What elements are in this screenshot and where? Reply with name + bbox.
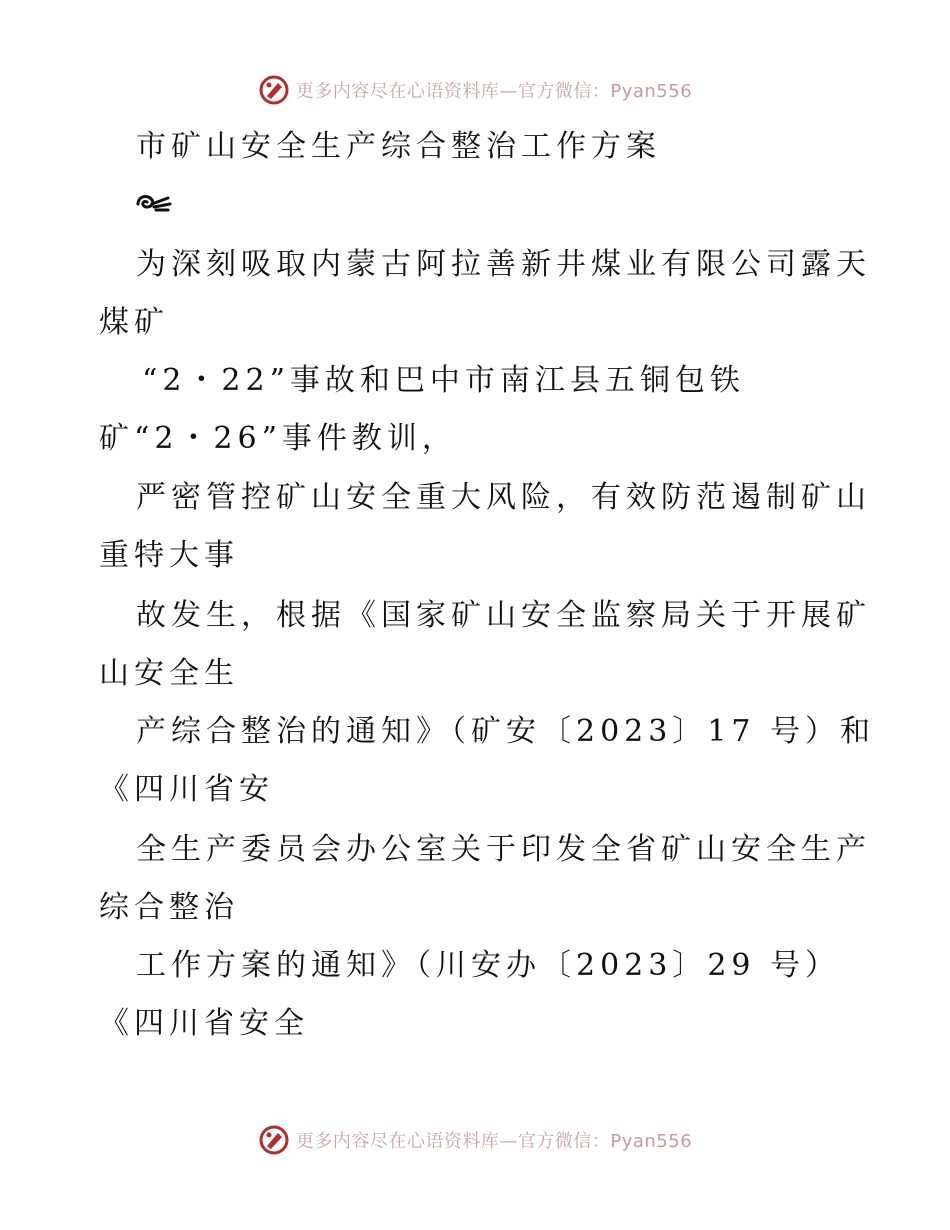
brand-logo-icon [258,74,290,106]
footer-watermark [0,1120,950,1160]
paragraph-line: 《四川省安全 [99,1006,309,1041]
paragraph-line: 山安全生 [99,656,239,691]
document-title: 市矿山安全生产综合整治工作方案 [136,129,661,164]
header-watermark [0,70,950,110]
watermark-wechat-id: Pyan556 [610,1131,693,1152]
paragraph-line: 为深刻吸取内蒙古阿拉善新井煤业有限公司露天 [136,247,871,282]
paragraph-line: 综合整治 [99,890,239,925]
paragraph-line: 故发生，根据《国家矿山安全监察局关于开展矿 [136,598,871,633]
paragraph-line: 《四川省安 [99,772,274,807]
paragraph-line: 煤矿 [99,305,169,340]
paragraph-line: “2・22”事故和巴中市南江县五铜包铁 [142,363,745,398]
paragraph-line: 严密管控矿山安全重大风险，有效防范遏制矿山 [136,480,871,515]
paragraph-line: 重特大事 [99,538,239,573]
paragraph-line: 工作方案的通知》（川安办〔2023〕29 号） [136,948,841,983]
watermark-label: 更多内容尽在心语资料库—官方微信： [295,81,611,102]
ornament-icon [134,190,174,216]
paragraph-line: 产综合整治的通知》（矿安〔2023〕17 号）和 [136,714,876,749]
watermark-label: 更多内容尽在心语资料库—官方微信： [295,1131,611,1152]
paragraph-line: 矿“2・26”事件教训， [99,421,457,456]
watermark-text [296,77,692,103]
watermark-wechat-id: Pyan556 [610,81,693,102]
paragraph-line: 全生产委员会办公室关于印发全省矿山安全生产 [136,832,871,867]
brand-logo-icon [258,1124,290,1156]
watermark-text [296,1127,692,1153]
